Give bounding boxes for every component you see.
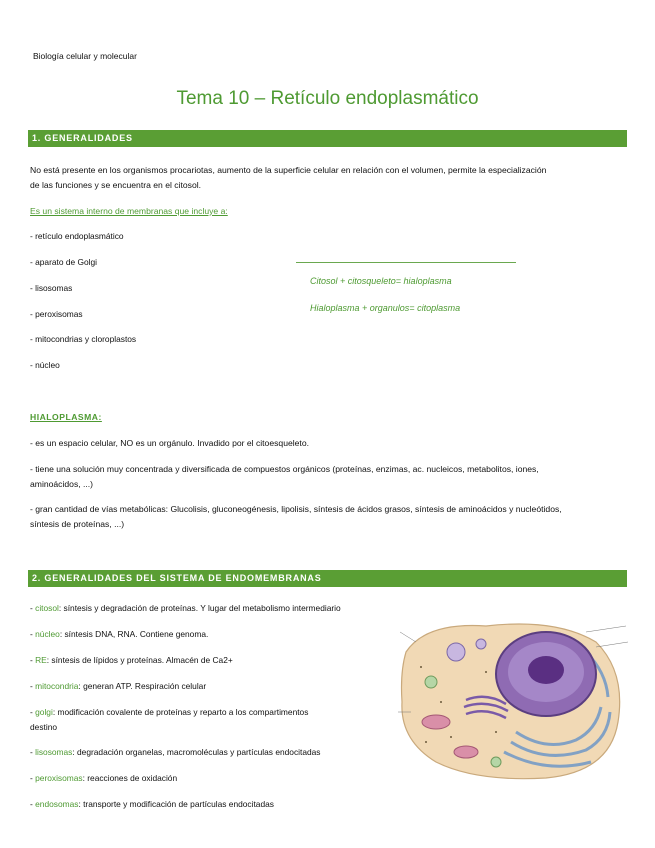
term: mitocondria (35, 681, 79, 691)
desc: : generan ATP. Respiración celular (78, 681, 207, 691)
term: RE (35, 655, 47, 665)
list-item-mitocondria: - mitocondria: generan ATP. Respiración celular (30, 681, 207, 691)
list-item-re: - RE: síntesis de lípidos y proteínas. Almacén de Ca2+ (30, 655, 233, 665)
list-item-endosomas: - endosomas: transporte y modificación de partículas endocitadas (30, 799, 274, 809)
term: golgi (35, 707, 53, 717)
desc: : síntesis de lípidos y proteínas. Almacén de Ca2+ (46, 655, 233, 665)
desc: : reacciones de oxidación (82, 773, 178, 783)
list-item: - núcleo (30, 360, 60, 370)
list-item-peroxisomas: - peroxisomas: reacciones de oxidación (30, 773, 178, 783)
list-item-citosol: - citosol: síntesis y degradación de proteínas. Y lugar del metabolismo intermediario (30, 603, 341, 613)
box-line-citosol: Citosol + citosqueleto= hialoplasma (310, 276, 452, 286)
intro-line-1: No está presente en los organismos procariotas, aumento de la superficie celular en relación con el volumen, permite la especialización (30, 165, 547, 175)
term: citosol (35, 603, 59, 613)
list-item: - retículo endoplasmático (30, 231, 124, 241)
list-item: - peroxisomas (30, 309, 83, 319)
desc: : síntesis y degradación de proteínas. Y lugar del metabolismo intermediario (58, 603, 341, 613)
list-item-golgi: - golgi: modificación covalente de proteínas y reparto a los compartimentos (30, 707, 309, 717)
term: lisosomas (35, 747, 73, 757)
hialo-paragraph-2a: - tiene una solución muy concentrada y diversificada de compuestos orgánicos (proteínas, enzimas, ac. nucleicos, metabolitos, iones, (30, 464, 539, 474)
desc: : modificación covalente de proteínas y reparto a los compartimentos (52, 707, 309, 717)
list-item: - aparato de Golgi (30, 257, 98, 267)
section-heading-endomembranas: 2. GENERALIDADES DEL SISTEMA DE ENDOMEMBRANAS (28, 570, 627, 587)
section-heading-generalidades: 1. GENERALIDADES (28, 130, 627, 147)
list-item-nucleo: - núcleo: síntesis DNA, RNA. Contiene genoma. (30, 629, 209, 639)
list-item-lisosomas: - lisosomas: degradación organelas, macromoléculas y partículas endocitadas (30, 747, 321, 757)
desc: : degradación organelas, macromoléculas y partículas endocitadas (72, 747, 321, 757)
hialo-paragraph-3b: síntesis de proteínas, ...) (30, 519, 125, 529)
term: núcleo (35, 629, 60, 639)
box-line-hialoplasma: Hialoplasma + organulos= citoplasma (310, 303, 461, 313)
list-item: - lisosomas (30, 283, 73, 293)
desc: : síntesis DNA, RNA. Contiene genoma. (59, 629, 209, 639)
intro-line-2: de las funciones y se encuentra en el citosol. (30, 180, 202, 190)
hialo-paragraph-2b: aminoácidos, ...) (30, 479, 94, 489)
animal-cell-illustration (396, 612, 632, 782)
hialo-paragraph-1: - es un espacio celular, NO es un orgánulo. Invadido por el citoesqueleto. (30, 438, 309, 448)
page-title: Tema 10 – Retículo endoplasmático (176, 88, 479, 109)
term: peroxisomas (35, 773, 83, 783)
definition-box (296, 262, 516, 321)
course-name: Biología celular y molecular (33, 51, 137, 61)
hialo-paragraph-3a: - gran cantidad de vías metabólicas: Glucolisis, gluconeogénesis, lipolisis, síntesis de ácidos grasos, síntesis de aminoácidos y nucleótidos, (30, 504, 562, 514)
term: endosomas (35, 799, 79, 809)
hialoplasma-heading: HIALOPLASMA: (30, 412, 102, 422)
membranes-subheading: Es un sistema interno de membranas que incluye a: (30, 206, 228, 216)
list-item: - mitocondrias y cloroplastos (30, 334, 137, 344)
desc: : transporte y modificación de partículas endocitadas (78, 799, 274, 809)
golgi-continuation: destino (30, 722, 58, 732)
